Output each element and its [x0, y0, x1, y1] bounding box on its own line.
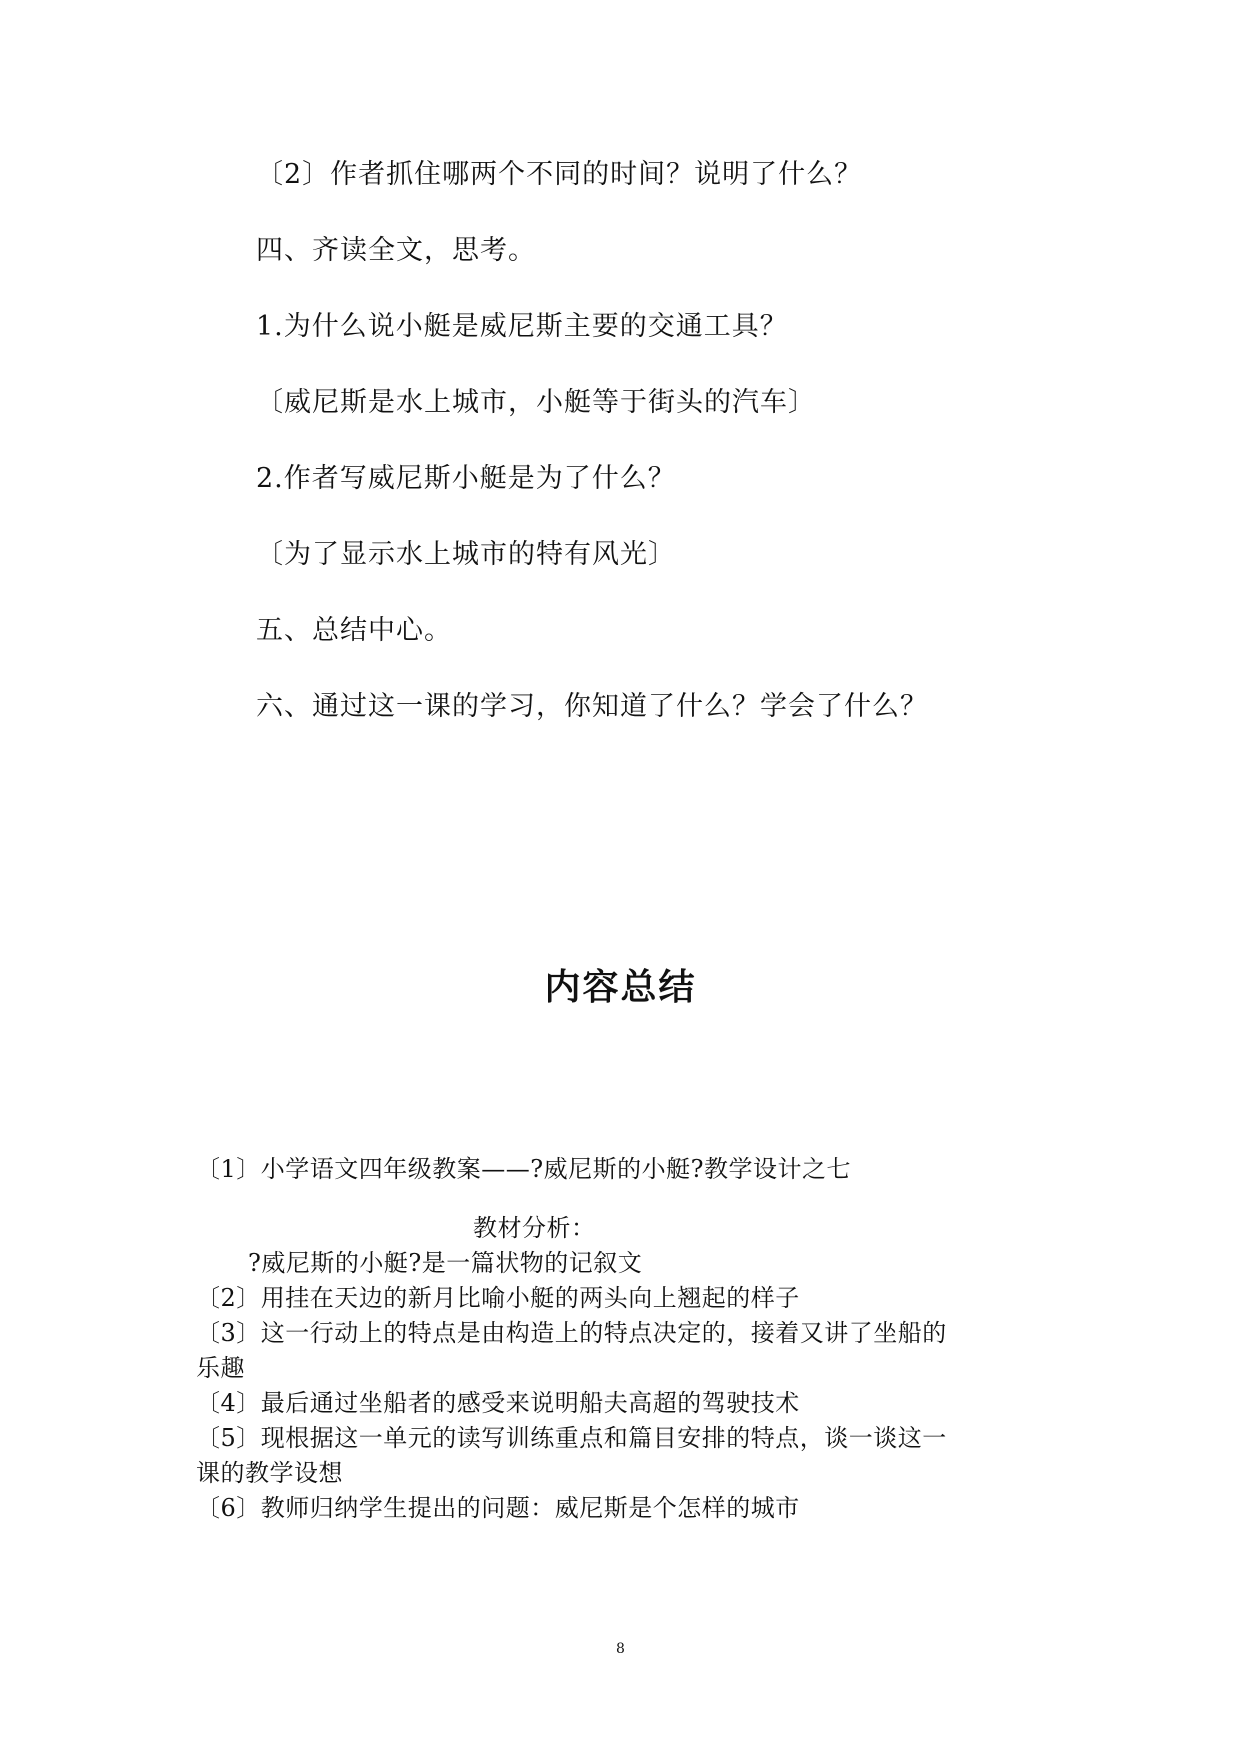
- lesson-step-heading-4: 四、齐读全文，思考。: [256, 235, 536, 266]
- lesson-step-heading-6: 六、通过这一课的学习，你知道了什么？学会了什么？: [256, 691, 928, 722]
- summary-line-5-cont: 课的教学设想: [196, 1459, 343, 1487]
- lesson-step-answer-1: 〔威尼斯是水上城市，小艇等于街头的汽车〕: [256, 387, 816, 418]
- summary-line-3-cont: 乐趣: [196, 1354, 245, 1382]
- summary-line-3: 〔3〕这一行动上的特点是由构造上的特点决定的，接着又讲了坐船的: [196, 1319, 947, 1347]
- summary-line-6: 〔6〕教师归纳学生提出的问题：威尼斯是个怎样的城市: [196, 1494, 800, 1522]
- summary-line-4: 〔4〕最后通过坐船者的感受来说明船夫高超的驾驶技术: [196, 1389, 800, 1417]
- summary-line-5: 〔5〕现根据这一单元的读写训练重点和篇目安排的特点，谈一谈这一: [196, 1424, 947, 1452]
- lesson-step-question-1: 1.为什么说小艇是威尼斯主要的交通工具？: [256, 311, 788, 342]
- lesson-step-question-2: 〔2〕作者抓住哪两个不同的时间？说明了什么？: [256, 159, 863, 190]
- lesson-step-heading-5: 五、总结中心。: [256, 615, 452, 646]
- lesson-step-question-2b: 2.作者写威尼斯小艇是为了什么？: [256, 463, 676, 494]
- summary-subheading: 教材分析：: [473, 1214, 596, 1242]
- summary-line-intro: ?威尼斯的小艇?是一篇状物的记叙文: [248, 1249, 643, 1277]
- summary-line-2: 〔2〕用挂在天边的新月比喻小艇的两头向上翘起的样子: [196, 1284, 800, 1312]
- summary-line-1: 〔1〕小学语文四年级教案——?威尼斯的小艇?教学设计之七: [196, 1155, 852, 1183]
- lesson-step-answer-2: 〔为了显示水上城市的特有风光〕: [256, 539, 676, 570]
- summary-title: 内容总结: [544, 967, 697, 1008]
- page-number: 8: [616, 1641, 625, 1657]
